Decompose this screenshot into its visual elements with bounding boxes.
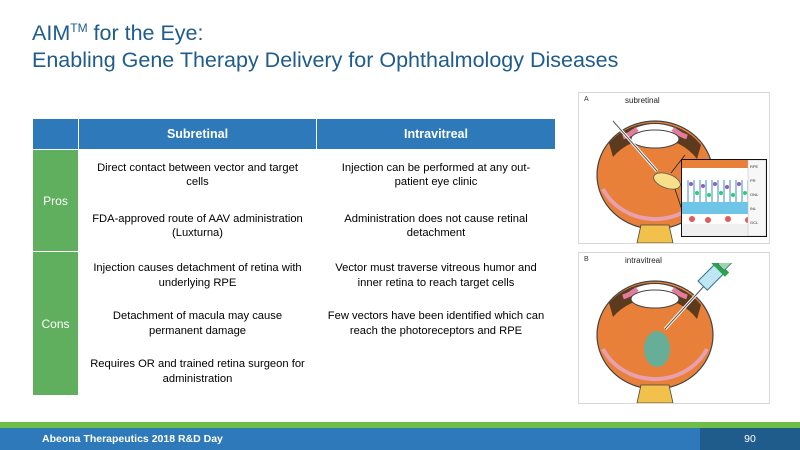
page-number: 90 bbox=[700, 428, 800, 450]
figure-letter-a: A bbox=[584, 96, 589, 103]
eye-diagram-intravitreal-icon bbox=[579, 263, 771, 403]
table-header-row bbox=[33, 119, 556, 150]
cell-cons-subretinal-3: Requires OR and trained retina surgeon for administration bbox=[79, 348, 317, 396]
page-title bbox=[32, 20, 752, 74]
title-line-1 bbox=[32, 21, 203, 45]
cell-cons-intravitreal-2: Few vectors have been identified which can reach the photoreceptors and RPE bbox=[317, 300, 556, 348]
comparison-table bbox=[32, 118, 555, 396]
svg-text:RPE: RPE bbox=[750, 164, 759, 169]
row-label-pros: Pros bbox=[33, 150, 79, 252]
title-line-2: Enabling Gene Therapy Delivery for Ophthalmology Diseases bbox=[32, 48, 619, 72]
title-aim-text: AIM bbox=[32, 21, 71, 45]
table-row bbox=[33, 300, 556, 348]
svg-text:ONL: ONL bbox=[750, 192, 759, 197]
figure-panel bbox=[578, 92, 770, 404]
cell-pros-subretinal-2: FDA-approved route of AAV administration (Luxturna) bbox=[79, 201, 317, 252]
column-header-intravitreal: Intravitreal bbox=[317, 119, 556, 150]
table-row bbox=[33, 252, 556, 300]
column-header-subretinal: Subretinal bbox=[79, 119, 317, 150]
svg-text:GCL: GCL bbox=[750, 220, 759, 225]
footer-text: Abeona Therapeutics 2018 R&D Day bbox=[0, 428, 700, 450]
retina-layers-inset bbox=[681, 159, 767, 237]
table-row bbox=[33, 201, 556, 252]
figure-caption-subretinal: subretinal bbox=[625, 96, 660, 105]
cell-pros-intravitreal-2: Administration does not cause retinal detachment bbox=[317, 201, 556, 252]
cell-cons-intravitreal-3 bbox=[317, 348, 556, 396]
table-corner-cell bbox=[33, 119, 79, 150]
trademark-superscript: TM bbox=[70, 20, 88, 35]
row-label-cons: Cons bbox=[33, 252, 79, 396]
figure-letter-b: B bbox=[584, 256, 589, 263]
figure-subretinal bbox=[578, 92, 770, 244]
cell-pros-subretinal-1: Direct contact between vector and target cells bbox=[79, 150, 317, 201]
table-row bbox=[33, 150, 556, 201]
figure-caption-intravitreal: intravitreal bbox=[625, 256, 662, 265]
cell-cons-subretinal-1: Injection causes detachment of retina with underlying RPE bbox=[79, 252, 317, 300]
cell-cons-intravitreal-1: Vector must traverse vitreous humor and inner retina to reach target cells bbox=[317, 252, 556, 300]
cell-cons-subretinal-2: Detachment of macula may cause permanent damage bbox=[79, 300, 317, 348]
svg-text:PR: PR bbox=[750, 178, 756, 183]
svg-text:INL: INL bbox=[750, 206, 757, 211]
slide-footer bbox=[0, 422, 800, 450]
title-line-1-rest: for the Eye: bbox=[87, 21, 204, 45]
cell-pros-intravitreal-1: Injection can be performed at any out-patient eye clinic bbox=[317, 150, 556, 201]
table-row bbox=[33, 348, 556, 396]
figure-intravitreal bbox=[578, 252, 770, 404]
